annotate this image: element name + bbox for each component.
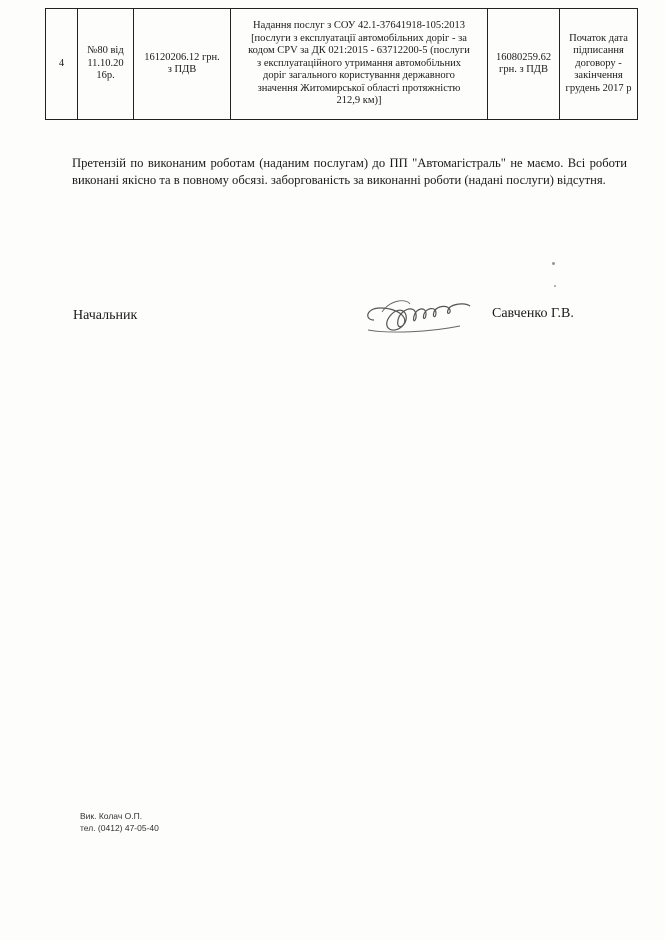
amount-line: з ПДВ — [167, 64, 197, 75]
amount-line: 16120206.12 грн. — [144, 51, 220, 63]
claims-paragraph: Претензій по виконаним роботам (наданим послугам) до ПП "Автомагістраль" не маємо. Всі роботи виконані якісно та в повному обсязі. заборгованість за виконанні роботи (надані послуги) відсутня. — [72, 156, 627, 187]
signatory-name: Савченко Г.В. — [492, 306, 574, 321]
term-line: грудень 2017 р — [565, 82, 632, 94]
contract-line: №80 від — [87, 45, 124, 57]
amount-cell — [134, 9, 231, 120]
row-number: 4 — [58, 57, 65, 69]
row-number-cell — [46, 9, 78, 120]
executor-line: Вик. Колач О.П. — [80, 811, 143, 821]
term-line: Початок дата — [569, 32, 628, 44]
handwritten-signature — [360, 290, 480, 340]
description-line: доріг загального користування державного — [263, 70, 455, 82]
signatory-title: Начальник — [73, 308, 138, 323]
description-line: кодом CPV за ДК 021:2015 - 63712200-5 (послуги — [248, 45, 470, 57]
footer — [80, 810, 159, 834]
contract-line: 11.10.20 — [87, 57, 124, 69]
completed-amount-cell — [488, 9, 560, 120]
term-cell — [560, 9, 638, 120]
description-line: Надання послуг з СОУ 42.1-37641918-105:2013 — [252, 20, 465, 32]
completed-line: грн. з ПДВ — [499, 64, 548, 75]
term-line: підписання — [573, 45, 624, 57]
scan-speck — [552, 262, 555, 265]
term-line: договору - — [575, 57, 622, 69]
description-cell — [231, 9, 488, 120]
contract-line: 16р. — [96, 70, 115, 82]
description-line: з експлуатаційного утримання автомобільних — [257, 57, 461, 69]
table-row — [46, 9, 638, 120]
description-line: [послуги з експлуатації автомобільних доріг - за — [251, 32, 467, 44]
contract-cell — [78, 9, 134, 120]
description-line: 212,9 км)] — [336, 95, 382, 107]
term-line: закінчення — [574, 70, 623, 82]
contracts-table — [45, 8, 638, 120]
completed-line: 16080259.62 — [495, 51, 552, 63]
description-line: значення Житомирської області протяжністю — [257, 82, 461, 94]
scan-speck — [554, 285, 556, 287]
phone-line: тел. (0412) 47-05-40 — [80, 823, 159, 833]
